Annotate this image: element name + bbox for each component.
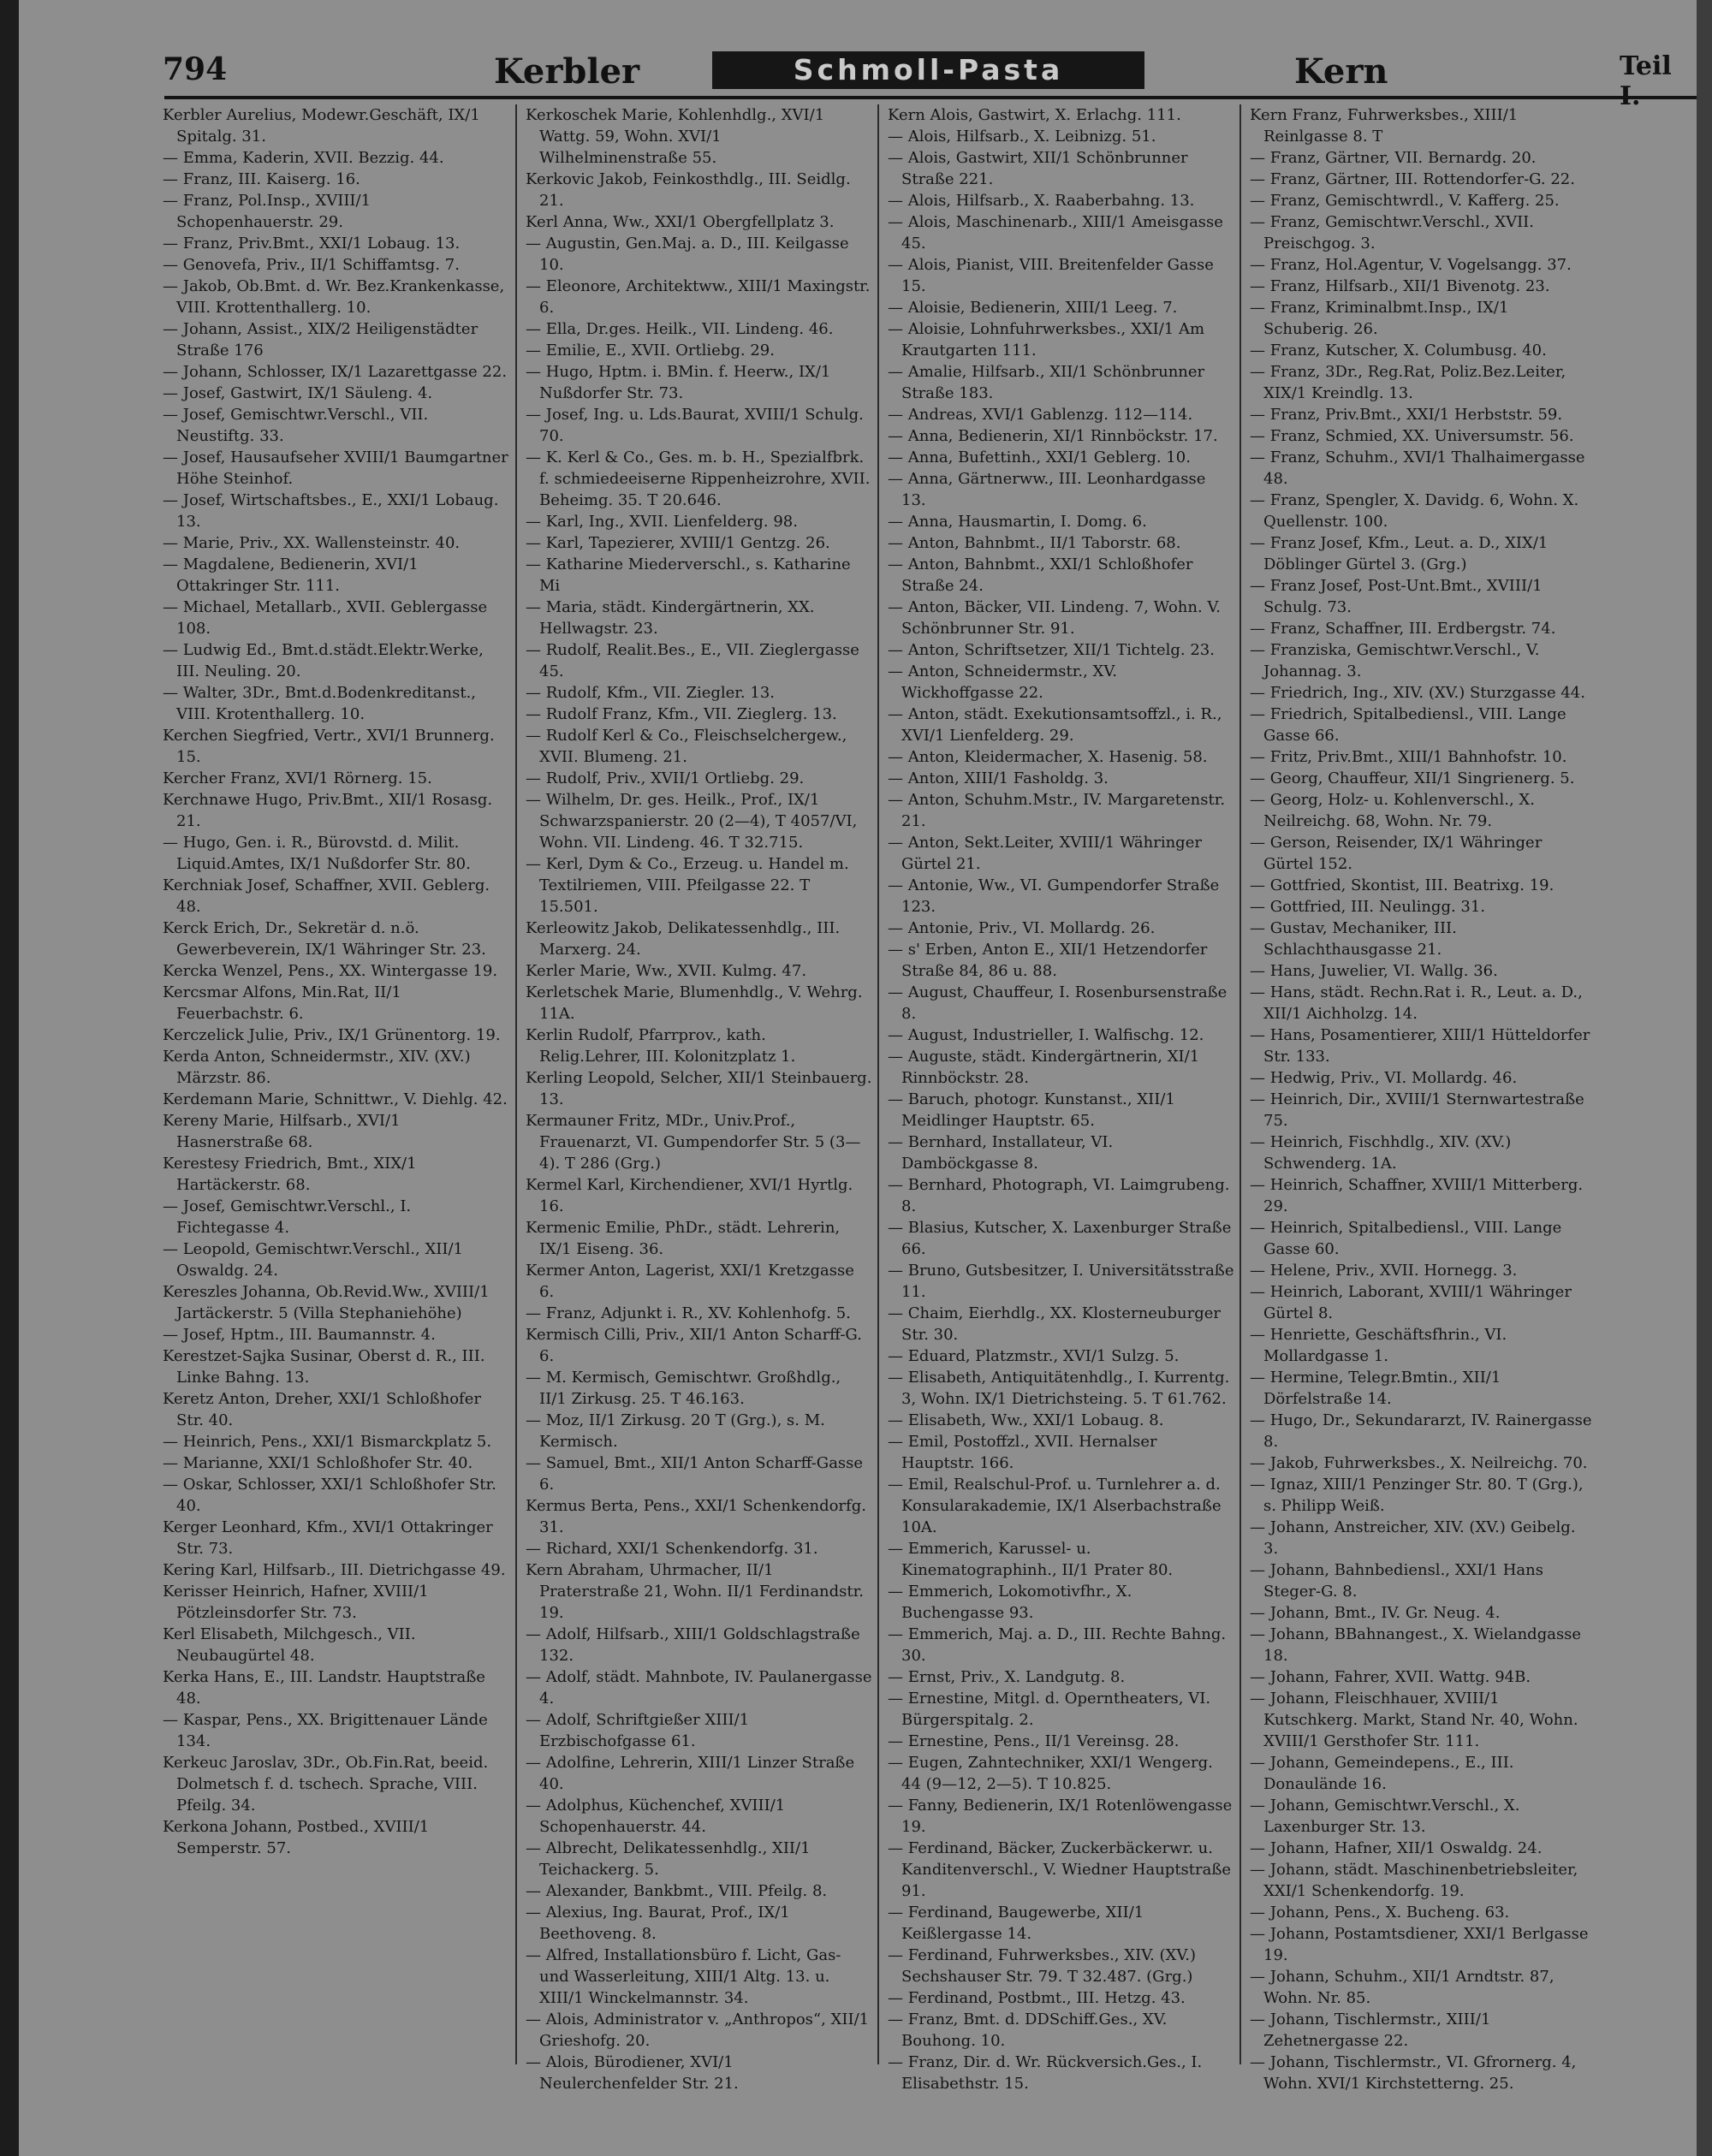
- directory-entry: — Adolf, Schriftgießer XIII/1 Erzbischofgasse 61.: [526, 1711, 750, 1750]
- directory-entry: — Samuel, Bmt., XII/1 Anton Scharff-Gasse 6.: [526, 1454, 864, 1494]
- directory-entry: Kerkona Johann, Postbed., XVIII/1 Semperstr. 57.: [163, 1818, 430, 1857]
- directory-entry: Kerdemann Marie, Schnittwr., V. Diehlg. 42.: [163, 1090, 508, 1108]
- directory-entry: — Franz, Gärtner, VII. Bernardg. 20.: [1250, 149, 1537, 167]
- directory-entry: — August, Chauffeur, I. Rosenbursenstraße 8.: [888, 983, 1228, 1023]
- directory-entry: — Hugo, Dr., Sekundararzt, IV. Rainergasse 8.: [1250, 1411, 1592, 1451]
- directory-entry: — Katharine Miederverschl., s. Katharine Mi: [526, 555, 851, 595]
- directory-entry: Kerling Leopold, Selcher, XII/1 Steinbauerg. 13.: [526, 1069, 872, 1108]
- column-1: [163, 104, 509, 1859]
- directory-entry: — Bernhard, Installateur, VI. Damböckgasse 8.: [888, 1133, 1114, 1173]
- directory-entry: — Franz, Spengler, X. Davidg. 6, Wohn. X. Quellenstr. 100.: [1250, 491, 1579, 531]
- directory-entry: — Richard, XXI/1 Schenkendorfg. 31.: [526, 1540, 818, 1558]
- directory-entry: — Amalie, Hilfsarb., XII/1 Schönbrunner Straße 183.: [888, 363, 1205, 402]
- directory-entry: — Gerson, Reisender, IX/1 Währinger Gürtel 152.: [1250, 834, 1543, 873]
- directory-entry: — Franz, Kutscher, X. Columbusg. 40.: [1250, 342, 1547, 359]
- directory-entry: — Anna, Bufettinh., XXI/1 Geblerg. 10.: [888, 448, 1191, 466]
- directory-entry: Kerisser Heinrich, Hafner, XVIII/1 Pötzleinsdorfer Str. 73.: [163, 1583, 429, 1622]
- directory-entry: — Antonie, Ww., VI. Gumpendorfer Straße 123.: [888, 876, 1220, 916]
- directory-entry: — Johann, Gemischtwr.Verschl., X. Laxenburger Str. 13.: [1250, 1797, 1520, 1836]
- directory-entry: — Kerl, Dym & Co., Erzeug. u. Handel m. Textilriemen, VIII. Pfeilgasse 22. T 15.501.: [526, 855, 849, 916]
- directory-entry: — K. Kerl & Co., Ges. m. b. H., Spezialfbrk. f. schmiedeeiserne Rippenheizrohre, XVII. Beheimg. 35. T 20.646.: [526, 448, 871, 509]
- headword-left: Kerbler: [494, 51, 640, 92]
- publisher-banner: Schmoll-Pasta: [712, 51, 1144, 89]
- column-2: [526, 104, 872, 2094]
- directory-entry: — Hans, Juwelier, VI. Wallg. 36.: [1250, 962, 1498, 980]
- column-divider: [1239, 104, 1241, 2064]
- header-rule: [164, 96, 1697, 99]
- directory-entry: — Georg, Holz- u. Kohlenverschl., X. Neilreichg. 68, Wohn. Nr. 79.: [1250, 791, 1535, 830]
- directory-entry: Kerda Anton, Schneidermstr., XIV. (XV.) Märzstr. 86.: [163, 1048, 471, 1087]
- directory-entry: — Fanny, Bedienerin, IX/1 Rotenlöwengasse 19.: [888, 1797, 1233, 1836]
- directory-entry: — Oskar, Schlosser, XXI/1 Schloßhofer Str. 40.: [163, 1476, 496, 1515]
- directory-entry: — Heinrich, Spitalbediensl., VIII. Lange Gasse 60.: [1250, 1219, 1562, 1258]
- directory-entry: Kerchniak Josef, Schaffner, XVII. Geblerg. 48.: [163, 876, 490, 916]
- directory-entry: — Johann, BBahnangest., X. Wielandgasse 18.: [1250, 1625, 1582, 1665]
- directory-entry: — Elisabeth, Ww., XXI/1 Lobaug. 8.: [888, 1411, 1164, 1429]
- directory-entry: Keretz Anton, Dreher, XXI/1 Schloßhofer Str. 40.: [163, 1390, 481, 1429]
- page-number: 794: [163, 51, 228, 87]
- directory-entry: Kerka Hans, E., III. Landstr. Hauptstraße 48.: [163, 1668, 485, 1708]
- directory-entry: — Heinrich, Fischhdlg., XIV. (XV.) Schwenderg. 1A.: [1250, 1133, 1512, 1173]
- directory-entry: Kerestesy Friedrich, Bmt., XIX/1 Hartäckerstr. 68.: [163, 1155, 417, 1194]
- directory-entry: — Adolf, städt. Mahnbote, IV. Paulanergasse 4.: [526, 1668, 872, 1708]
- directory-entry: — Franz, Adjunkt i. R., XV. Kohlenhofg. 5.: [526, 1304, 851, 1322]
- directory-entry: — Franz, Schaffner, III. Erdbergstr. 74.: [1250, 620, 1556, 638]
- directory-entry: — Hugo, Hptm. i. BMin. f. Heerw., IX/1 Nußdorfer Str. 73.: [526, 363, 831, 402]
- directory-entry: — Anna, Bedienerin, XI/1 Rinnböckstr. 17.: [888, 427, 1218, 445]
- directory-entry: — Alexius, Ing. Baurat, Prof., IX/1 Beethoveng. 8.: [526, 1904, 790, 1943]
- directory-entry: — Johann, Fleischhauer, XVIII/1 Kutschkerg. Markt, Stand Nr. 40, Wohn. XVIII/1 Gersthofer Str. 111.: [1250, 1690, 1578, 1750]
- directory-entry: — Genovefa, Priv., II/1 Schiffamtsg. 7.: [163, 256, 460, 274]
- directory-entry: — Johann, Pens., X. Bucheng. 63.: [1250, 1904, 1510, 1921]
- directory-entry: Kerl Elisabeth, Milchgesch., VII. Neubaugürtel 48.: [163, 1625, 416, 1665]
- directory-entry: — Josef, Hausaufseher XVIII/1 Baumgartner Höhe Steinhof.: [163, 448, 508, 488]
- directory-entry: Kern Franz, Fuhrwerksbes., XIII/1 Reinlgasse 8. T: [1250, 106, 1519, 146]
- directory-entry: — Ferdinand, Fuhrwerksbes., XIV. (XV.) Sechshauser Str. 79. T 32.487. (Grg.): [888, 1946, 1196, 1986]
- directory-entry: — Johann, städt. Maschinenbetriebsleiter, XXI/1 Schenkendorfg. 19.: [1250, 1861, 1578, 1900]
- directory-entry: — Ella, Dr.ges. Heilk., VII. Lindeng. 46.: [526, 320, 834, 338]
- directory-entry: Kereny Marie, Hilfsarb., XVI/1 Hasnerstraße 68.: [163, 1112, 401, 1151]
- directory-entry: — Eugen, Zahntechniker, XXI/1 Wengerg. 44 (9—12, 2—5). T 10.825.: [888, 1754, 1213, 1793]
- directory-entry: — Kaspar, Pens., XX. Brigittenauer Lände 134.: [163, 1711, 488, 1750]
- directory-entry: — Franz, Schmied, XX. Universumstr. 56.: [1250, 427, 1574, 445]
- directory-entry: — Johann, Tischlermstr., XIII/1 Zehetnergasse 22.: [1250, 2010, 1491, 2050]
- directory-entry: — Anton, städt. Exekutionsamtsoffzl., i. R., XVI/1 Lienfelderg. 29.: [888, 705, 1222, 745]
- directory-entry: — Johann, Bahnbediensl., XXI/1 Hans Steger-G. 8.: [1250, 1561, 1543, 1601]
- directory-entry: — Jakob, Fuhrwerksbes., X. Neilreichg. 70.: [1250, 1454, 1588, 1472]
- directory-entry: — Alexander, Bankbmt., VIII. Pfeilg. 8.: [526, 1882, 828, 1900]
- column-4: [1250, 104, 1592, 2094]
- directory-entry: — Alois, Administrator v. „Anthropos“, XII/1 Grieshofg. 20.: [526, 2010, 870, 2050]
- directory-entry: — Franz, Priv.Bmt., XXI/1 Lobaug. 13.: [163, 235, 461, 252]
- directory-entry: — Anna, Hausmartin, I. Domg. 6.: [888, 513, 1147, 531]
- directory-entry: Kermauner Fritz, MDr., Univ.Prof., Frauenarzt, VI. Gumpendorfer Str. 5 (3—4). T 286 (Grg.): [526, 1112, 861, 1173]
- directory-entry: — Franziska, Gemischtwr.Verschl., V. Johannag. 3.: [1250, 641, 1540, 680]
- directory-entry: — Aloisie, Bedienerin, XIII/1 Leeg. 7.: [888, 299, 1178, 317]
- directory-entry: — Anton, Schriftsetzer, XII/1 Tichtelg. 23.: [888, 641, 1215, 659]
- directory-entry: Kerler Marie, Ww., XVII. Kulmg. 47.: [526, 962, 807, 980]
- directory-entry: — Johann, Postamtsdiener, XXI/1 Berlgasse 19.: [1250, 1925, 1589, 1964]
- directory-entry: — Franz, Bmt. d. DDSchiff.Ges., XV. Bouhong. 10.: [888, 2010, 1168, 2050]
- directory-entry: — Heinrich, Pens., XXI/1 Bismarckplatz 5.: [163, 1433, 492, 1451]
- directory-entry: — Jakob, Ob.Bmt. d. Wr. Bez.Krankenkasse, VIII. Krottenthallerg. 10.: [163, 277, 505, 317]
- directory-entry: — Leopold, Gemischtwr.Verschl., XII/1 Oswaldg. 24.: [163, 1240, 463, 1280]
- directory-entry: — August, Industrieller, I. Walfischg. 12.: [888, 1026, 1204, 1044]
- directory-page: [19, 0, 1697, 2156]
- directory-entry: Kercka Wenzel, Pens., XX. Wintergasse 19.: [163, 962, 498, 980]
- directory-entry: — M. Kermisch, Gemischtwr. Großhdlg., II/1 Zirkusg. 25. T 46.163.: [526, 1369, 841, 1408]
- directory-entry: Kerck Erich, Dr., Sekretär d. n.ö. Gewerbeverein, IX/1 Währinger Str. 23.: [163, 919, 486, 959]
- directory-entry: — Josef, Gemischtwr.Verschl., I. Fichtegasse 4.: [163, 1197, 412, 1237]
- directory-entry: — Emmerich, Karussel- u. Kinematographinh., II/1 Prater 80.: [888, 1540, 1174, 1579]
- column-divider: [877, 104, 879, 2064]
- directory-entry: Kern Alois, Gastwirt, X. Erlachg. 111.: [888, 106, 1181, 124]
- directory-entry: Kereszles Johanna, Ob.Revid.Ww., XVIII/1 Jartäckerstr. 5 (Villa Stephaniehöhe): [163, 1283, 490, 1322]
- directory-entry: — s' Erben, Anton E., XII/1 Hetzendorfer Straße 84, 86 u. 88.: [888, 941, 1208, 980]
- directory-entry: — Ernestine, Pens., II/1 Vereinsg. 28.: [888, 1732, 1180, 1750]
- directory-entry: — Ferdinand, Postbmt., III. Hetzg. 43.: [888, 1989, 1186, 2007]
- directory-entry: — Franz Josef, Post-Unt.Bmt., XVIII/1 Schulg. 73.: [1250, 577, 1543, 616]
- directory-entry: Kermer Anton, Lagerist, XXI/1 Kretzgasse 6.: [526, 1262, 854, 1301]
- directory-entry: — Wilhelm, Dr. ges. Heilk., Prof., IX/1 Schwarzspanierstr. 20 (2—4), T 4057/VI, Wohn. VII. Lindeng. 46. T 32.715.: [526, 791, 858, 852]
- directory-entry: — Friedrich, Ing., XIV. (XV.) Sturzgasse 44.: [1250, 684, 1585, 702]
- directory-entry: — Friedrich, Spitalbediensl., VIII. Lange Gasse 66.: [1250, 705, 1566, 745]
- directory-entry: — Georg, Chauffeur, XII/1 Singrienerg. 5.: [1250, 769, 1575, 787]
- binding-edge: [0, 0, 19, 2156]
- directory-entry: — Alois, Hilfsarb., X. Raaberbahng. 13.: [888, 192, 1195, 210]
- directory-entry: — Adolf, Hilfsarb., XIII/1 Goldschlagstraße 132.: [526, 1625, 860, 1665]
- directory-entry: — Franz, Gemischtwr.Verschl., XVII. Preischgog. 3.: [1250, 213, 1535, 252]
- section-label: Teil: [1620, 51, 1672, 81]
- directory-entry: — Gottfried, III. Neulingg. 31.: [1250, 898, 1486, 916]
- directory-entry: — Ferdinand, Baugewerbe, XII/1 Keißlergasse 14.: [888, 1904, 1144, 1943]
- directory-entry: Kerbler Aurelius, Modewr.Geschäft, IX/1 Spitalg. 31.: [163, 106, 480, 146]
- directory-entry: — Alois, Pianist, VIII. Breitenfelder Gasse 15.: [888, 256, 1214, 295]
- directory-entry: — Antonie, Priv., VI. Mollardg. 26.: [888, 919, 1156, 937]
- directory-entry: — Hans, Posamentierer, XIII/1 Hütteldorfer Str. 133.: [1250, 1026, 1590, 1066]
- directory-entry: — Franz, Gärtner, III. Rottendorfer-G. 22.: [1250, 170, 1575, 188]
- directory-entry: — Emil, Postoffzl., XVII. Hernalser Hauptstr. 166.: [888, 1433, 1157, 1472]
- directory-entry: — Anton, Sekt.Leiter, XVIII/1 Währinger Gürtel 21.: [888, 834, 1202, 873]
- directory-entry: — Hugo, Gen. i. R., Bürovstd. d. Milit. Liquid.Amtes, IX/1 Nußdorfer Str. 80.: [163, 834, 471, 873]
- directory-entry: — Anton, Bahnbmt., XXI/1 Schloßhofer Straße 24.: [888, 555, 1193, 595]
- directory-entry: — Adolphus, Küchenchef, XVIII/1 Schopenhauerstr. 44.: [526, 1797, 786, 1836]
- directory-entry: — Gustav, Mechaniker, III. Schlachthausgasse 21.: [1250, 919, 1457, 959]
- directory-entry: Kerchen Siegfried, Vertr., XVI/1 Brunnerg. 15.: [163, 727, 495, 766]
- directory-entry: — Ernestine, Mitgl. d. Operntheaters, VI. Bürgerspitalg. 2.: [888, 1690, 1211, 1729]
- directory-entry: — Albrecht, Delikatessenhdlg., XII/1 Teichackerg. 5.: [526, 1839, 811, 1879]
- directory-entry: — Josef, Gemischtwr.Verschl., VII. Neustiftg. 33.: [163, 406, 429, 445]
- directory-entry: — Ferdinand, Bäcker, Zuckerbäckerwr. u. Kanditenverschl., V. Wiedner Hauptstraße 91.: [888, 1839, 1232, 1900]
- directory-entry: — Alfred, Installationsbüro f. Licht, Gas- und Wasserleitung, XIII/1 Altg. 13. u. XIII/1 Winckelmannstr. 34.: [526, 1946, 841, 2007]
- directory-entry: — Heinrich, Schaffner, XVIII/1 Mitterberg. 29.: [1250, 1176, 1584, 1215]
- directory-entry: — Johann, Assist., XIX/2 Heiligenstädter Straße 176: [163, 320, 479, 359]
- directory-entry: — Emma, Kaderin, XVII. Bezzig. 44.: [163, 149, 444, 167]
- directory-entry: — Franz, Priv.Bmt., XXI/1 Herbststr. 59.: [1250, 406, 1563, 424]
- directory-entry: — Johann, Bmt., IV. Gr. Neug. 4.: [1250, 1604, 1501, 1622]
- directory-entry: Kercsmar Alfons, Min.Rat, II/1 Feuerbachstr. 6.: [163, 983, 401, 1023]
- directory-entry: Kerestzet-Sajka Susinar, Oberst d. R., III. Linke Bahng. 13.: [163, 1347, 485, 1387]
- directory-entry: — Franz, Pol.Insp., XVIII/1 Schopenhauerstr. 29.: [163, 192, 372, 231]
- directory-entry: — Anton, Schneidermstr., XV. Wickhoffgasse 22.: [888, 662, 1117, 702]
- directory-entry: — Bernhard, Photograph, VI. Laimgrubeng. 8.: [888, 1176, 1230, 1215]
- directory-entry: — Heinrich, Laborant, XVIII/1 Währinger Gürtel 8.: [1250, 1283, 1572, 1322]
- directory-entry: — Gottfried, Skontist, III. Beatrixg. 19.: [1250, 876, 1554, 894]
- directory-entry: — Alois, Gastwirt, XII/1 Schönbrunner Straße 221.: [888, 149, 1188, 188]
- directory-entry: — Franz, Kriminalbmt.Insp., IX/1 Schuberig. 26.: [1250, 299, 1509, 338]
- directory-entry: — Alois, Maschinenarb., XIII/1 Ameisgasse 45.: [888, 213, 1223, 252]
- directory-entry: — Rudolf Franz, Kfm., VII. Zieglerg. 13.: [526, 705, 837, 723]
- directory-entry: Kerleowitz Jakob, Delikatessenhdlg., III. Marxerg. 24.: [526, 919, 841, 959]
- directory-entry: — Franz, Schuhm., XVI/1 Thalhaimergasse 48.: [1250, 448, 1585, 488]
- directory-entry: Kerczelick Julie, Priv., IX/1 Grünentorg. 19.: [163, 1026, 501, 1044]
- directory-entry: Kermus Berta, Pens., XXI/1 Schenkendorfg. 31.: [526, 1497, 866, 1536]
- directory-entry: — Ludwig Ed., Bmt.d.städt.Elektr.Werke, III. Neuling. 20.: [163, 641, 484, 680]
- directory-entry: — Blasius, Kutscher, X. Laxenburger Straße 66.: [888, 1219, 1232, 1258]
- directory-entry: Kermisch Cilli, Priv., XII/1 Anton Scharff-G. 6.: [526, 1326, 862, 1365]
- directory-entry: — Adolfine, Lehrerin, XIII/1 Linzer Straße 40.: [526, 1754, 855, 1793]
- directory-entry: — Rudolf, Priv., XVII/1 Ortliebg. 29.: [526, 769, 805, 787]
- directory-entry: — Josef, Ing. u. Lds.Baurat, XVIII/1 Schulg. 70.: [526, 406, 864, 445]
- directory-entry: — Helene, Priv., XVII. Hornegg. 3.: [1250, 1262, 1518, 1280]
- directory-entry: — Anton, Kleidermacher, X. Hasenig. 58.: [888, 748, 1208, 766]
- directory-entry: — Ernst, Priv., X. Landgutg. 8.: [888, 1668, 1126, 1686]
- directory-entry: — Eduard, Platzmstr., XVI/1 Sulzg. 5.: [888, 1347, 1180, 1365]
- directory-entry: — Ignaz, XIII/1 Penzinger Str. 80. T (Grg.), s. Philipp Weiß.: [1250, 1476, 1584, 1515]
- directory-entry: Kercher Franz, XVI/1 Rörnerg. 15.: [163, 769, 432, 787]
- directory-entry: Kerkoschek Marie, Kohlenhdlg., XVI/1 Wattg. 59, Wohn. XVI/1 Wilhelminenstraße 55.: [526, 106, 825, 167]
- directory-entry: — Hedwig, Priv., VI. Mollardg. 46.: [1250, 1069, 1518, 1087]
- directory-entry: — Baruch, photogr. Kunstanst., XII/1 Meidlinger Hauptstr. 65.: [888, 1090, 1175, 1130]
- directory-entry: Kermenic Emilie, PhDr., städt. Lehrerin, IX/1 Eiseng. 36.: [526, 1219, 841, 1258]
- directory-entry: — Emmerich, Maj. a. D., III. Rechte Bahng. 30.: [888, 1625, 1227, 1665]
- directory-entry: — Anton, Schuhm.Mstr., IV. Margaretenstr. 21.: [888, 791, 1226, 830]
- directory-entry: Kermel Karl, Kirchendiener, XVI/1 Hyrtlg. 16.: [526, 1176, 853, 1215]
- directory-entry: Kerletschek Marie, Blumenhdlg., V. Wehrg. 11A.: [526, 983, 863, 1023]
- directory-entry: — Auguste, städt. Kindergärtnerin, XI/1 Rinnböckstr. 28.: [888, 1048, 1200, 1087]
- directory-entry: — Franz, Hol.Agentur, V. Vogelsangg. 37.: [1250, 256, 1572, 274]
- directory-entry: — Emilie, E., XVII. Ortliebg. 29.: [526, 342, 775, 359]
- column-divider: [515, 104, 517, 2064]
- directory-entry: — Anna, Gärtnerww., III. Leonhardgasse 13.: [888, 470, 1206, 509]
- directory-entry: — Elisabeth, Antiquitätenhdlg., I. Kurrentg. 3, Wohn. IX/1 Dietrichsteing. 5. T 61.762.: [888, 1369, 1230, 1408]
- directory-entry: — Franz, III. Kaiserg. 16.: [163, 170, 360, 188]
- directory-entry: Kerkeuc Jaroslav, 3Dr., Ob.Fin.Rat, beeid. Dolmetsch f. d. tschech. Sprache, VIII. Pfeilg. 34.: [163, 1754, 489, 1814]
- directory-entry: — Hans, städt. Rechn.Rat i. R., Leut. a. D., XII/1 Aichholzg. 14.: [1250, 983, 1583, 1023]
- directory-entry: — Josef, Gastwirt, IX/1 Säuleng. 4.: [163, 384, 433, 402]
- directory-entry: Kerl Anna, Ww., XXI/1 Obergfellplatz 3.: [526, 213, 835, 231]
- directory-entry: — Heinrich, Dir., XVIII/1 Sternwartestraße 75.: [1250, 1090, 1584, 1130]
- directory-entry: Kerlin Rudolf, Pfarrprov., kath. Relig.Lehrer, III. Kolonitzplatz 1.: [526, 1026, 796, 1066]
- directory-entry: — Karl, Ing., XVII. Lienfelderg. 98.: [526, 513, 798, 531]
- directory-entry: — Franz, 3Dr., Reg.Rat, Poliz.Bez.Leiter, XIX/1 Kreindlg. 13.: [1250, 363, 1566, 402]
- directory-entry: — Rudolf, Realit.Bes., E., VII. Zieglergasse 45.: [526, 641, 859, 680]
- directory-entry: — Emil, Realschul-Prof. u. Turnlehrer a. d. Konsularakademie, IX/1 Alserbachstraße 10A.: [888, 1476, 1222, 1536]
- headword-right: Kern: [1294, 51, 1388, 92]
- directory-entry: — Walter, 3Dr., Bmt.d.Bodenkreditanst., VIII. Krotenthallerg. 10.: [163, 684, 477, 723]
- directory-entry: Kerger Leonhard, Kfm., XVI/1 Ottakringer Str. 73.: [163, 1518, 493, 1558]
- directory-entry: — Johann, Hafner, XII/1 Oswaldg. 24.: [1250, 1839, 1543, 1857]
- directory-entry: — Johann, Tischlermstr., VI. Gfrornerg. 4, Wohn. XVI/1 Kirchstetterng. 25.: [1250, 2053, 1577, 2093]
- directory-entry: — Anton, XIII/1 Fasholdg. 3.: [888, 769, 1109, 787]
- directory-entry: — Franz, Dir. d. Wr. Rückversich.Ges., I. Elisabethstr. 15.: [888, 2053, 1203, 2093]
- directory-entry: — Karl, Tapezierer, XVIII/1 Gentzg. 26.: [526, 534, 830, 552]
- directory-entry: — Marianne, XXI/1 Schloßhofer Str. 40.: [163, 1454, 473, 1472]
- directory-entry: — Franz Josef, Kfm., Leut. a. D., XIX/1 Döblinger Gürtel 3. (Grg.): [1250, 534, 1549, 573]
- directory-entry: — Alois, Bürodiener, XVI/1 Neulerchenfelder Str. 21.: [526, 2053, 739, 2093]
- directory-entry: — Johann, Gemeindepens., E., III. Donaulände 16.: [1250, 1754, 1514, 1793]
- directory-entry: — Rudolf Kerl & Co., Fleischselchergew., XVII. Blumeng. 21.: [526, 727, 847, 766]
- directory-entry: — Augustin, Gen.Maj. a. D., III. Keilgasse 10.: [526, 235, 849, 274]
- directory-entry: — Henriette, Geschäftsfhrin., VI. Mollardgasse 1.: [1250, 1326, 1507, 1365]
- directory-entry: — Magdalene, Bedienerin, XVI/1 Ottakringer Str. 111.: [163, 555, 419, 595]
- directory-entry: — Josef, Wirtschaftsbes., E., XXI/1 Lobaug. 13.: [163, 491, 499, 531]
- directory-entry: Kering Karl, Hilfsarb., III. Dietrichgasse 49.: [163, 1561, 506, 1579]
- directory-entry: — Johann, Fahrer, XVII. Wattg. 94B.: [1250, 1668, 1531, 1686]
- directory-entry: — Maria, städt. Kindergärtnerin, XX. Hellwagstr. 23.: [526, 598, 815, 638]
- directory-entry: — Emmerich, Lokomotivfhr., X. Buchengasse 93.: [888, 1583, 1132, 1622]
- directory-entry: — Johann, Schlosser, IX/1 Lazarettgasse 22.: [163, 363, 508, 381]
- directory-entry: — Hermine, Telegr.Bmtin., XII/1 Dörfelstraße 14.: [1250, 1369, 1501, 1408]
- directory-entry: — Eleonore, Architektww., XIII/1 Maxingstr. 6.: [526, 277, 871, 317]
- directory-entry: — Andreas, XVI/1 Gablenzg. 112—114.: [888, 406, 1193, 424]
- directory-entry: — Josef, Hptm., III. Baumannstr. 4.: [163, 1326, 436, 1344]
- directory-entry: — Anton, Bahnbmt., II/1 Taborstr. 68.: [888, 534, 1181, 552]
- directory-entry: — Johann, Anstreicher, XIV. (XV.) Geibelg. 3.: [1250, 1518, 1576, 1558]
- directory-entry: — Franz, Hilfsarb., XII/1 Bivenotg. 23.: [1250, 277, 1550, 295]
- directory-entry: — Anton, Bäcker, VII. Lindeng. 7, Wohn. V. Schönbrunner Str. 91.: [888, 598, 1222, 638]
- directory-entry: — Alois, Hilfsarb., X. Leibnizg. 51.: [888, 128, 1156, 146]
- directory-entry: Kern Abraham, Uhrmacher, II/1 Praterstraße 21, Wohn. II/1 Ferdinandstr. 19.: [526, 1561, 864, 1622]
- directory-entry: Kerkovic Jakob, Feinkosthdlg., III. Seidlg. 21.: [526, 170, 851, 210]
- directory-entry: — Aloisie, Lohnfuhrwerksbes., XXI/1 Am Krautgarten 111.: [888, 320, 1205, 359]
- directory-entry: — Rudolf, Kfm., VII. Ziegler. 13.: [526, 684, 775, 702]
- column-3: [888, 104, 1234, 2094]
- directory-entry: — Bruno, Gutsbesitzer, I. Universitätsstraße 11.: [888, 1262, 1234, 1301]
- directory-entry: — Moz, II/1 Zirkusg. 20 T (Grg.), s. M. Kermisch.: [526, 1411, 825, 1451]
- directory-entry: — Chaim, Eierhdlg., XX. Klosterneuburger Str. 30.: [888, 1304, 1221, 1344]
- directory-entry: — Franz, Gemischtwrdl., V. Kafferg. 25.: [1250, 192, 1560, 210]
- directory-entry: Kerchnawe Hugo, Priv.Bmt., XII/1 Rosasg. 21.: [163, 791, 493, 830]
- directory-entry: — Marie, Priv., XX. Wallensteinstr. 40.: [163, 534, 461, 552]
- directory-entry: — Michael, Metallarb., XVII. Geblergasse 108.: [163, 598, 488, 638]
- directory-entry: — Johann, Schuhm., XII/1 Arndtstr. 87, Wohn. Nr. 85.: [1250, 1968, 1554, 2007]
- directory-entry: — Fritz, Priv.Bmt., XIII/1 Bahnhofstr. 10.: [1250, 748, 1567, 766]
